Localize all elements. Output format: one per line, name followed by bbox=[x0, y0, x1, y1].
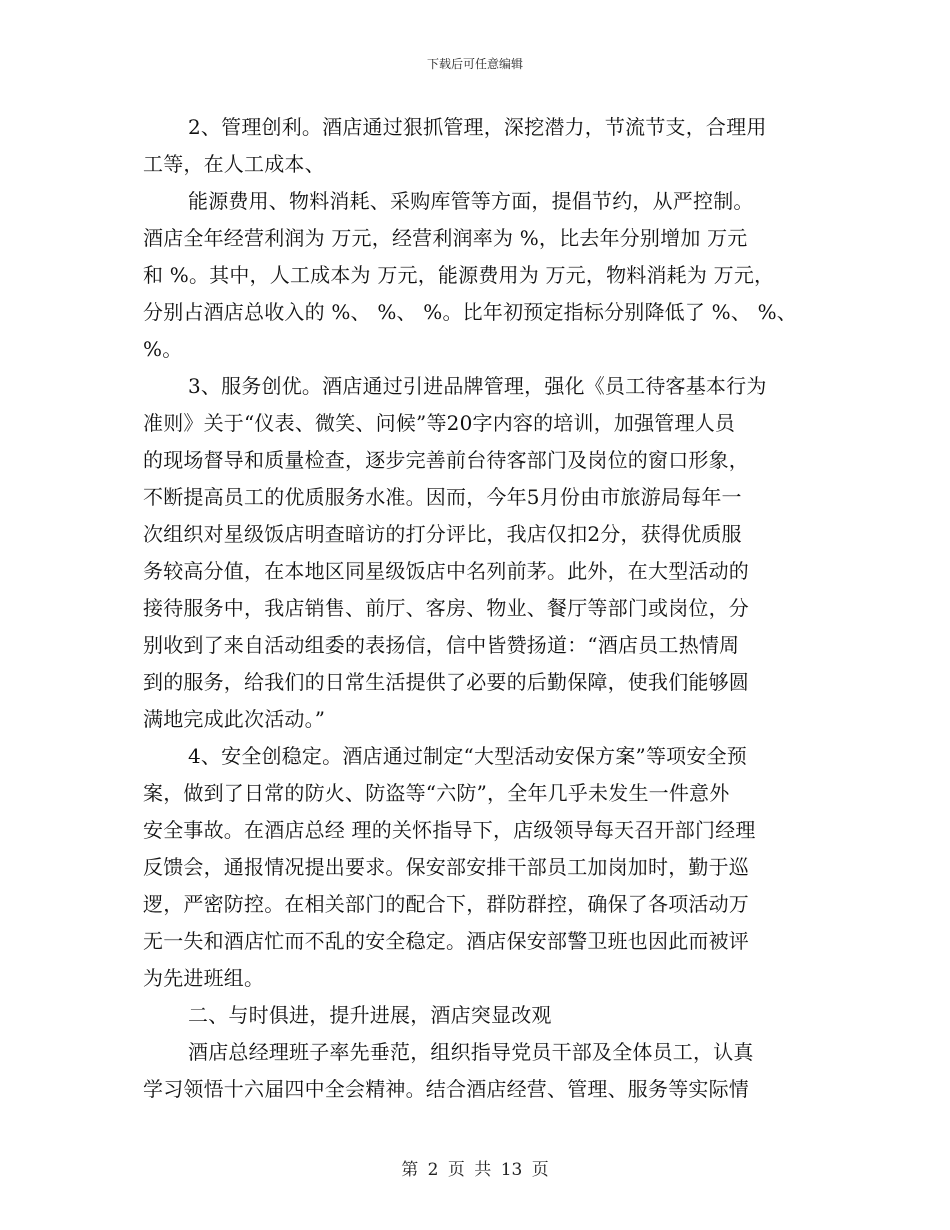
text-line: 反馈会，通报情况提出要求。保安部安排干部员工加岗加时，勤于巡 bbox=[143, 855, 749, 879]
text-line: 逻，严密防控。在相关部门的配合下，群防群控，确保了各项活动万 bbox=[143, 892, 749, 916]
page-header: 下载后可任意编辑 bbox=[426, 57, 523, 71]
section-heading: 二、与时俱进，提升进展，酒店突显改观 bbox=[188, 1003, 552, 1027]
text-line: 4、安全创稳定。酒店通过制定“大型活动安保方案”等项安全预 bbox=[188, 744, 747, 768]
text-line: 3、服务创优。酒店通过引进品牌管理，强化《员工待客基本行为 bbox=[188, 374, 767, 398]
text-line: 分别占酒店总收入的 %、 %、 %。比年初预定指标分别降低了 %、 %、 bbox=[143, 300, 798, 324]
text-line: 的现场督导和质量检查，逐步完善前台待客部门及岗位的窗口形象， bbox=[143, 448, 749, 472]
text-line: 工等，在人工成本、 bbox=[143, 152, 325, 176]
text-line: 接待服务中，我店销售、前厅、客房、物业、餐厅等部门或岗位，分 bbox=[143, 596, 749, 620]
text-line: 酒店全年经营利润为 万元，经营利润率为 %，比去年分别增加 万元 bbox=[143, 226, 748, 250]
text-line: %。 bbox=[143, 337, 183, 361]
text-line: 2、管理创利。酒店通过狠抓管理，深挖潜力，节流节支，合理用 bbox=[188, 115, 767, 139]
text-line: 能源费用、物料消耗、采购库管等方面，提倡节约，从严控制。 bbox=[188, 189, 754, 213]
text-line: 不断提高员工的优质服务水准。因而，今年5月份由市旅游局每年一 bbox=[143, 485, 742, 509]
text-line: 满地完成此次活动。” bbox=[143, 707, 326, 731]
text-line: 案，做到了日常的防火、防盗等“六防”，全年几乎未发生一件意外 bbox=[143, 781, 730, 805]
text-line: 无一失和酒店忙而不乱的安全稳定。酒店保安部警卫班也因此而被评 bbox=[143, 929, 749, 953]
text-line: 次组织对星级饭店明查暗访的打分评比，我店仅扣2分，获得优质服 bbox=[143, 522, 742, 546]
text-line: 别收到了来自活动组委的表扬信，信中皆赞扬道：“酒店员工热情周 bbox=[143, 633, 740, 657]
text-line: 准则》关于“仪表、微笑、问候”等20字内容的培训，加强管理人员 bbox=[143, 411, 736, 435]
text-line: 和 %。其中，人工成本为 万元，能源费用为 万元，物料消耗为 万元， bbox=[143, 263, 775, 287]
text-line: 学习领悟十六届四中全会精神。结合酒店经营、管理、服务等实际情 bbox=[143, 1077, 749, 1101]
text-line: 到的服务，给我们的日常生活提供了必要的后勤保障，使我们能够圆 bbox=[143, 670, 749, 694]
text-line: 安全事故。在酒店总经 理的关怀指导下，店级领导每天召开部门经理 bbox=[143, 818, 756, 842]
text-line: 酒店总经理班子率先垂范，组织指导党员干部及全体员工，认真 bbox=[188, 1040, 754, 1064]
text-line: 务较高分值，在本地区同星级饭店中名列前茅。此外，在大型活动的 bbox=[143, 559, 749, 583]
text-line: 为先进班组。 bbox=[143, 966, 265, 990]
page-number: 第 2 页 共 13 页 bbox=[401, 1160, 549, 1180]
